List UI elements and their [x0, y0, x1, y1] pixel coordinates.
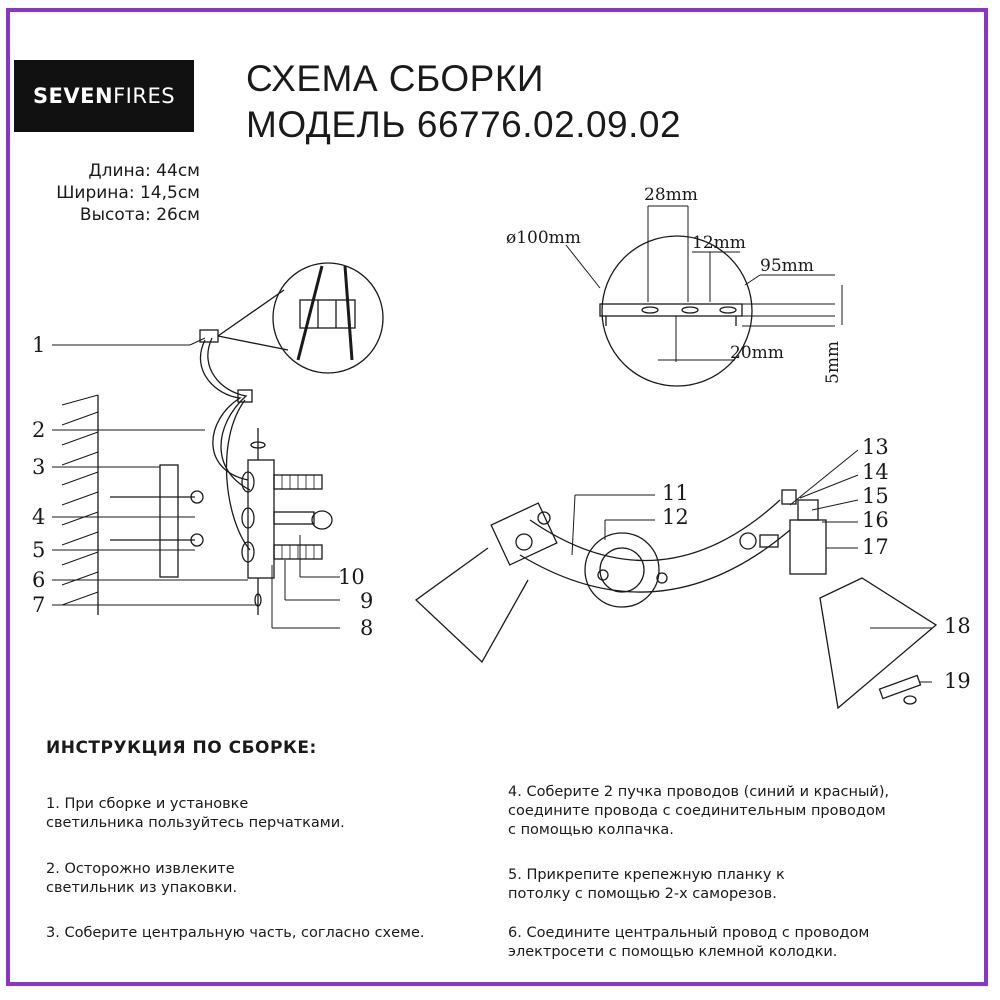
- part-label-6: 6: [32, 568, 46, 592]
- logo-bold: SEVEN: [32, 84, 114, 108]
- part-label-15: 15: [862, 484, 889, 508]
- title-line2: МОДЕЛЬ 66776.02.09.02: [246, 104, 682, 145]
- part-label-7: 7: [32, 593, 46, 617]
- dim-length: Длина: 44см: [88, 161, 200, 181]
- instruction-step-2: 2. Осторожно извлеките светильник из упаковки.: [46, 861, 238, 896]
- instructions-heading: ИНСТРУКЦИЯ ПО СБОРКЕ:: [46, 738, 317, 758]
- wall-hatch: [62, 395, 98, 615]
- title-line1: СХЕМА СБОРКИ: [246, 58, 544, 99]
- leader-lines-left: [52, 338, 340, 628]
- part-label-13: 13: [862, 435, 889, 459]
- dim-95mm: 95mm: [760, 256, 814, 276]
- logo-light: FIRES: [113, 84, 176, 108]
- part-label-1: 1: [32, 333, 46, 357]
- dim-12mm: 12mm: [692, 233, 746, 253]
- threaded-studs: [242, 472, 332, 562]
- connector-block: [200, 330, 218, 342]
- terminal-zoom: [218, 263, 383, 373]
- instruction-step-4: 4. Соберите 2 пучка проводов (синий и красный), соедините провода с соединительным проводом с помощью колпачка.: [508, 784, 890, 838]
- dim-diameter: ø100mm: [506, 228, 581, 248]
- part-label-17: 17: [862, 535, 889, 559]
- part-label-8: 8: [360, 616, 374, 640]
- part-label-10: 10: [338, 565, 365, 589]
- dim-20mm: 20mm: [730, 343, 784, 363]
- part-label-16: 16: [862, 508, 889, 532]
- dim-height: Высота: 26см: [79, 205, 200, 225]
- instruction-step-5: 5. Прикрепите крепежную планку к потолку с помощью 2-х саморезов.: [508, 867, 785, 902]
- part-label-5: 5: [32, 538, 46, 562]
- part-label-3: 3: [32, 455, 46, 479]
- wall-screws: [110, 491, 203, 546]
- instruction-step-1: 1. При сборке и установке светильника пользуйтесь перчатками.: [46, 796, 345, 831]
- part-label-2: 2: [32, 418, 46, 442]
- dim-28mm: 28mm: [644, 185, 698, 205]
- instruction-step-6: 6. Соедините центральный провод с проводом электросети с помощью клемной колодки.: [508, 925, 870, 960]
- part-label-11: 11: [662, 481, 689, 505]
- part-label-12: 12: [662, 505, 689, 529]
- part-label-18: 18: [944, 614, 971, 638]
- part-label-4: 4: [32, 505, 46, 529]
- dim-5mm: 5mm: [823, 340, 843, 384]
- part-label-14: 14: [862, 460, 889, 484]
- dim-width: Ширина: 14,5см: [56, 183, 200, 203]
- mount-bracket: [160, 465, 178, 577]
- instruction-step-3: 3. Соберите центральную часть, согласно схеме.: [46, 925, 425, 941]
- part-label-9: 9: [360, 589, 374, 613]
- part-label-19: 19: [944, 669, 971, 693]
